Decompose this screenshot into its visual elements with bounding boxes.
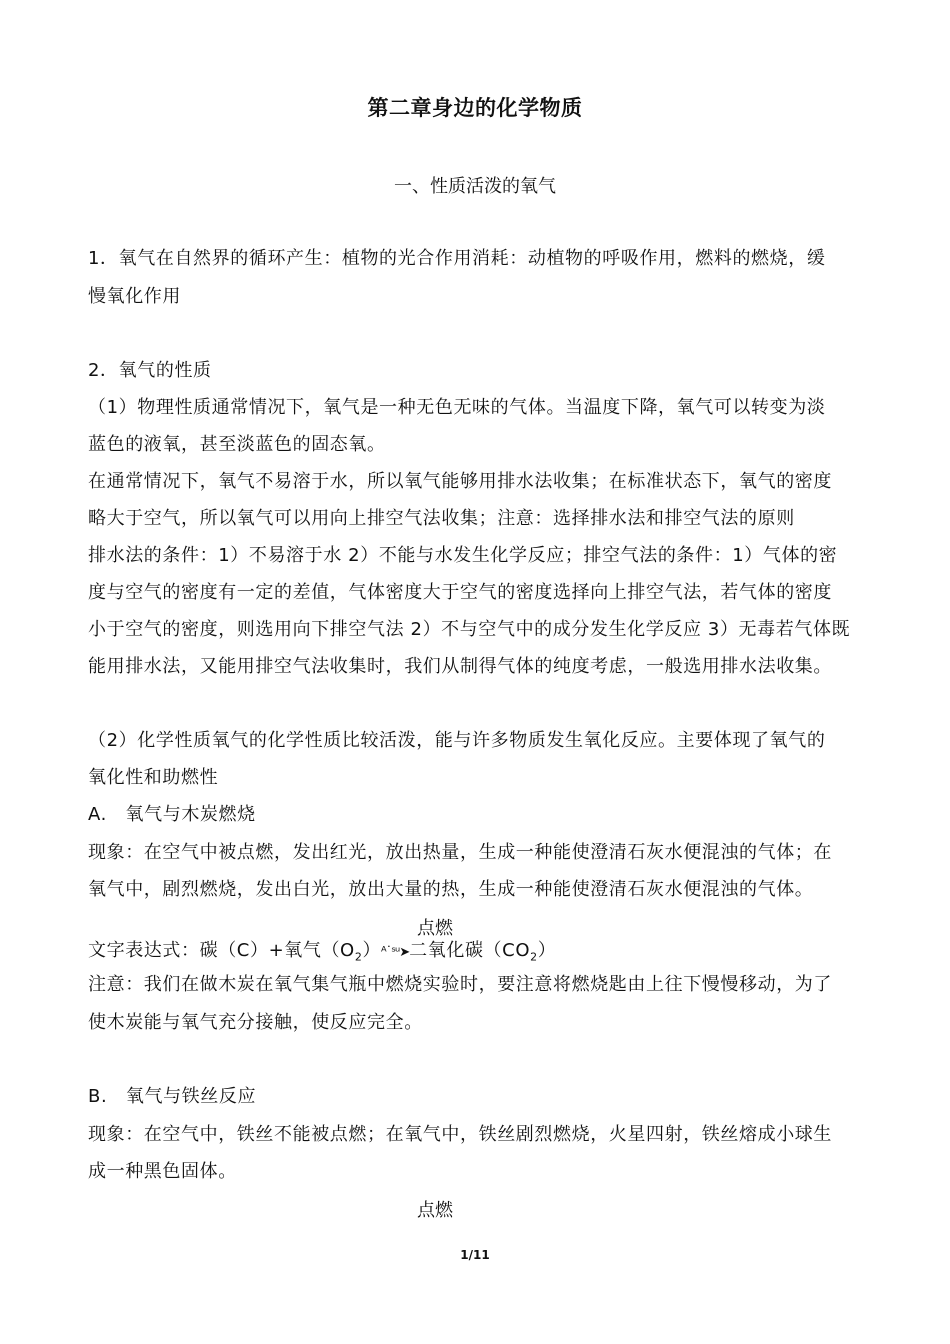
paragraph-line: 氧气中，剧烈燃烧，发出白光，放出大量的热，生成一种能使澄清石灰水便混浊的气体。 <box>88 879 814 900</box>
item-heading-b: B. 氧气与铁丝反应 <box>88 1086 257 1107</box>
paragraph-line: 使木炭能与氧气充分接触，使反应完全。 <box>88 1012 423 1033</box>
equation-reactants: 文字表达式：碳（C）+氧气（O <box>88 940 355 961</box>
page-number: 1/11 <box>460 1248 490 1262</box>
section-heading: 一、性质活泼的氧气 <box>394 176 556 197</box>
item-heading-a: A. 氧气与木炭燃烧 <box>88 804 256 825</box>
subscript: 2 <box>530 950 538 964</box>
paragraph-line: （1）物理性质通常情况下，氧气是一种无色无味的气体。当温度下降，氧气可以转变为淡 <box>88 397 826 418</box>
paragraph-line: 略大于空气，所以氧气可以用向上排空气法收集；注意：选择排水法和排空气法的原则 <box>88 508 795 529</box>
paragraph-line: 蓝色的液氧，甚至淡蓝色的固态氧。 <box>88 434 386 455</box>
equation-product: 二氧化碳（CO <box>409 940 531 961</box>
paragraph-line: （2）化学性质氧气的化学性质比较活泼，能与许多物质发生氧化反应。主要体现了氧气的 <box>88 730 826 751</box>
paragraph-line: 度与空气的密度有一定的差值，气体密度大于空气的密度选择向上排空气法，若气体的密度 <box>88 582 832 603</box>
paragraph-line: 成一种黑色固体。 <box>88 1161 237 1182</box>
equation-paren: ） <box>537 940 557 961</box>
paragraph-line: 能用排水法，又能用排空气法收集时，我们从制得气体的纯度考虑，一般选用排水法收集。 <box>88 656 832 677</box>
paragraph-line: 1．氧气在自然界的循环产生：植物的光合作用消耗：动植物的呼吸作用，燃料的燃烧，缓 <box>88 248 826 269</box>
word-equation <box>88 936 556 964</box>
equation-paren: ） <box>362 940 382 961</box>
paragraph-line: 现象：在空气中，铁丝不能被点燃；在氧气中，铁丝剧烈燃烧，火星四射，铁丝熔成小球生 <box>88 1124 832 1145</box>
paragraph-line: 慢氧化作用 <box>88 286 181 307</box>
paragraph-line: 小于空气的密度，则选用向下排空气法 2）不与空气中的成分发生化学反应 3）无毒若气体既 <box>88 619 851 640</box>
subscript: 2 <box>354 950 363 964</box>
reaction-condition: 点燃 <box>417 1200 453 1221</box>
paragraph-line: 现象：在空气中被点燃，发出红光，放出热量，生成一种能使澄清石灰水便混浊的气体；在 <box>88 842 832 863</box>
paragraph-line: 氧化性和助燃性 <box>88 767 219 788</box>
subsection-heading: 2．氧气的性质 <box>88 360 212 381</box>
paragraph-line: 排水法的条件：1）不易溶于水 2）不能与水发生化学反应；排空气法的条件：1）气体的密 <box>88 545 838 566</box>
paragraph-line: 注意：我们在做木炭在氧气集气瓶中燃烧实验时，要注意将燃烧匙由上往下慢慢移动，为了 <box>88 974 832 995</box>
reaction-arrow: ᴬ˙ˢᵘ➤ <box>381 945 410 960</box>
paragraph-line: 在通常情况下，氧气不易溶于水，所以氧气能够用排水法收集；在标准状态下，氧气的密度 <box>88 471 832 492</box>
reaction-condition: 点燃 <box>417 918 453 939</box>
page-title: 第二章身边的化学物质 <box>367 96 583 120</box>
